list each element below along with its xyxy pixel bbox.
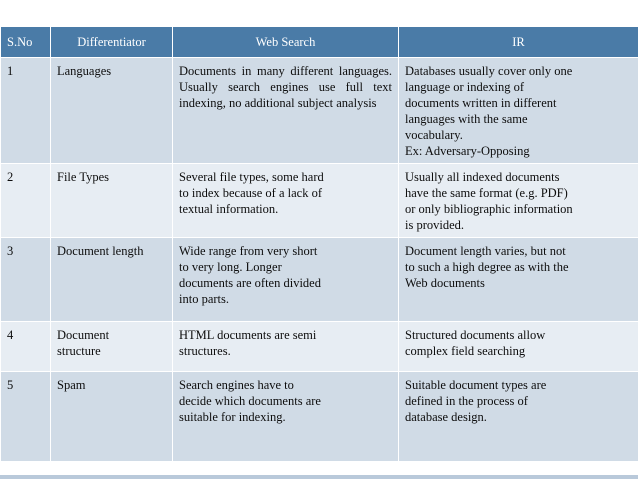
cell-sno: 3 <box>1 238 51 322</box>
header-sno: S.No <box>1 27 51 58</box>
cell-web-search: Documents in many different languages. Usually search engines use full text indexing, no additional subject analysis <box>173 58 399 164</box>
cell-ir: Structured documents allow complex field searching <box>399 322 638 372</box>
cell-sno: 4 <box>1 322 51 372</box>
table-row <box>1 238 638 322</box>
bottom-divider <box>0 475 638 479</box>
header-web-search: Web Search <box>173 27 399 58</box>
table-header-row <box>1 27 638 58</box>
cell-web-search: Search engines have to decide which documents are suitable for indexing. <box>173 372 399 462</box>
table-row <box>1 164 638 238</box>
cell-sno: 1 <box>1 58 51 164</box>
cell-web-search: HTML documents are semi structures. <box>173 322 399 372</box>
cell-ir: Document length varies, but not to such a high degree as with the Web documents <box>399 238 638 322</box>
cell-differentiator: Spam <box>51 372 173 462</box>
cell-ir: Databases usually cover only one language or indexing of documents written in different languages with the same vocabulary. Ex: Adversary-Opposing <box>399 58 638 164</box>
table-row <box>1 58 638 164</box>
header-ir: IR <box>399 27 638 58</box>
cell-web-search: Several file types, some hard to index because of a lack of textual information. <box>173 164 399 238</box>
cell-differentiator: Languages <box>51 58 173 164</box>
comparison-table <box>0 26 638 462</box>
cell-ir: Usually all indexed documents have the same format (e.g. PDF) or only bibliographic information is provided. <box>399 164 638 238</box>
cell-differentiator: Document length <box>51 238 173 322</box>
table-row <box>1 322 638 372</box>
cell-web-search: Wide range from very short to very long. Longer documents are often divided into parts. <box>173 238 399 322</box>
cell-differentiator: File Types <box>51 164 173 238</box>
cell-sno: 5 <box>1 372 51 462</box>
cell-differentiator: Document structure <box>51 322 173 372</box>
table-row <box>1 372 638 462</box>
cell-sno: 2 <box>1 164 51 238</box>
header-differentiator: Differentiator <box>51 27 173 58</box>
cell-ir: Suitable document types are defined in the process of database design. <box>399 372 638 462</box>
